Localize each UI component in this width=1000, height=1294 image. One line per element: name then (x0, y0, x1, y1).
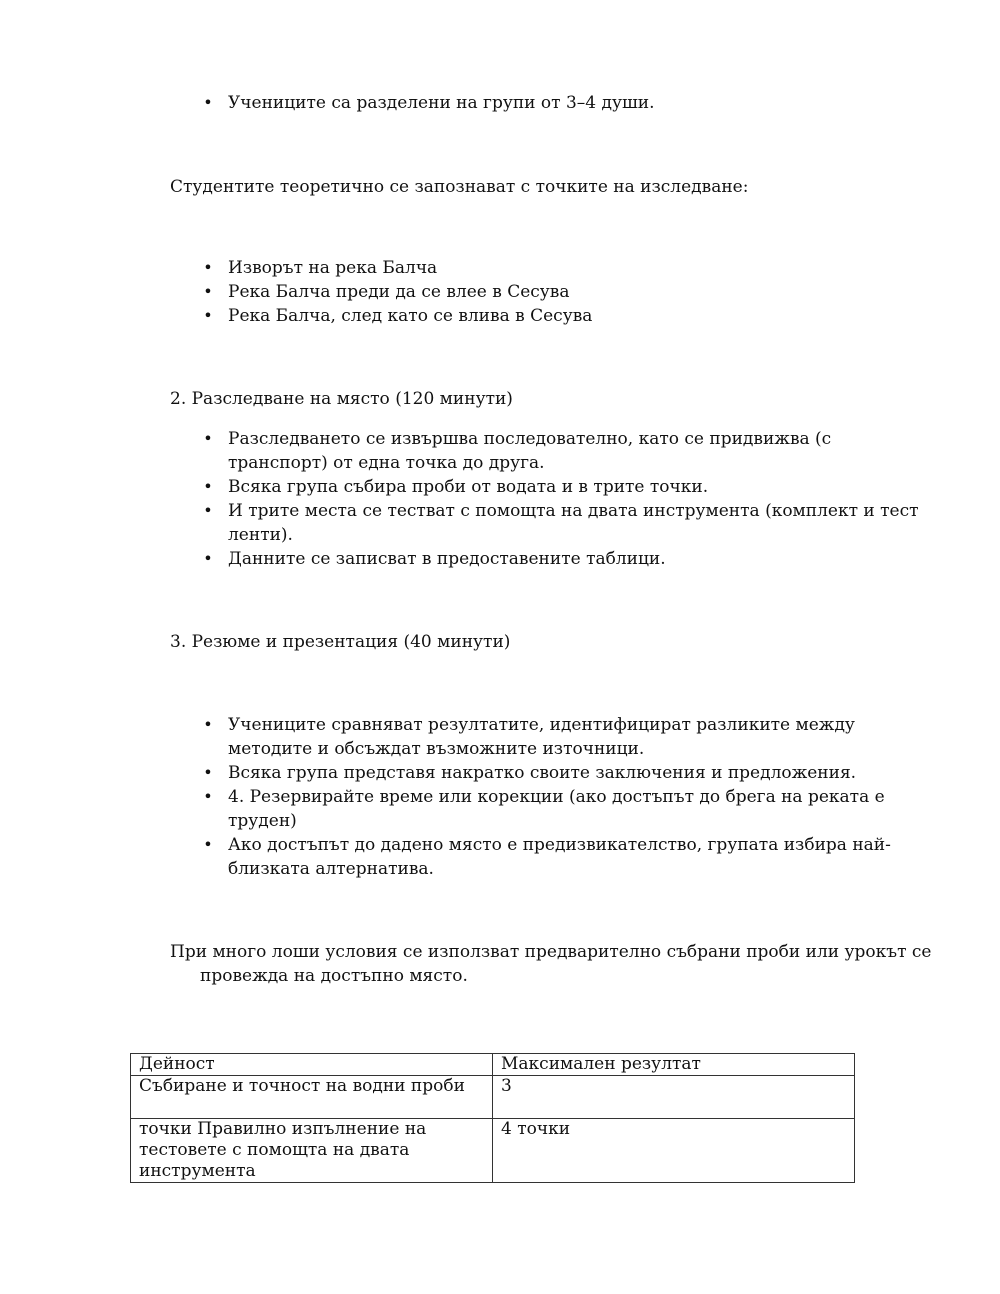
list-item (203, 785, 933, 833)
list-item (203, 475, 928, 499)
theory-paragraph: Студентите теоретично се запознават с точките на изследване: (170, 177, 749, 197)
section-2-bullet-list (203, 427, 928, 571)
bullet-icon: • (203, 306, 213, 325)
table-cell-max-result: 3 (493, 1076, 855, 1119)
list-item (203, 304, 928, 328)
list-item-text: Учениците сравняват резултатите, идентифицират разликите между методите и обсъждат възможните източници. (228, 715, 855, 759)
bullet-icon: • (203, 763, 213, 782)
intro-bullet-list (203, 91, 928, 115)
list-item (203, 499, 928, 547)
bullet-icon: • (203, 549, 213, 568)
table-row (131, 1119, 855, 1183)
bullet-icon: • (203, 258, 213, 277)
list-item (203, 91, 928, 115)
list-item (203, 547, 928, 571)
bullet-icon: • (203, 787, 213, 806)
list-item-text: Учениците са разделени на групи от 3–4 души. (228, 93, 655, 113)
bullet-icon: • (203, 93, 213, 112)
list-item (203, 761, 933, 785)
table-header-activity: Дейност (131, 1054, 493, 1076)
list-item (203, 427, 928, 475)
list-item-text: Ако достъпът до дадено място е предизвикателство, групата избира най-близката алтернатива. (228, 835, 891, 879)
bullet-icon: • (203, 282, 213, 301)
bullet-icon: • (203, 477, 213, 496)
section-3-bullet-list (203, 713, 933, 881)
list-item-text: Данните се записват в предоставените таблици. (228, 549, 666, 569)
score-table (130, 1053, 855, 1183)
table-row (131, 1076, 855, 1119)
bullet-icon: • (203, 715, 213, 734)
section-2-heading: 2. Разследване на място (120 минути) (170, 389, 513, 409)
bullet-icon: • (203, 501, 213, 520)
table-cell-activity: точки Правилно изпълнение на тестовете с помощта на двата инструмента (131, 1119, 493, 1183)
section-3-heading: 3. Резюме и презентация (40 минути) (170, 632, 511, 652)
table-header-max-result: Максимален резултат (493, 1054, 855, 1076)
list-item-text: Всяка група събира проби от водата и в трите точки. (228, 477, 709, 497)
bullet-icon: • (203, 429, 213, 448)
bullet-icon: • (203, 835, 213, 854)
list-item-text: Река Балча, след като се влива в Сесува (228, 306, 593, 326)
closing-paragraph: При много лоши условия се използват предварително събрани проби или урокът се провежда на достъпно място. (170, 942, 932, 986)
list-item-text: Изворът на река Балча (228, 258, 438, 278)
list-item (203, 280, 928, 304)
list-item (203, 256, 928, 280)
list-item-text: 4. Резервирайте време или корекции (ако достъпът до брега на реката е труден) (228, 787, 885, 831)
list-item-text: Река Балча преди да се влее в Сесува (228, 282, 570, 302)
list-item-text: Разследването се извършва последователно, като се придвижва (с транспорт) от една точка до друга. (228, 429, 832, 473)
list-item-text: И трите места се тестват с помощта на двата инструмента (комплект и тест ленти). (228, 501, 919, 545)
list-item (203, 713, 933, 761)
table-cell-activity: Събиране и точност на водни проби (131, 1076, 493, 1119)
research-points-list (203, 256, 928, 328)
table-cell-max-result: 4 точки (493, 1119, 855, 1183)
list-item (203, 833, 933, 881)
table-header-row (131, 1054, 855, 1076)
list-item-text: Всяка група представя накратко своите заключения и предложения. (228, 763, 857, 783)
